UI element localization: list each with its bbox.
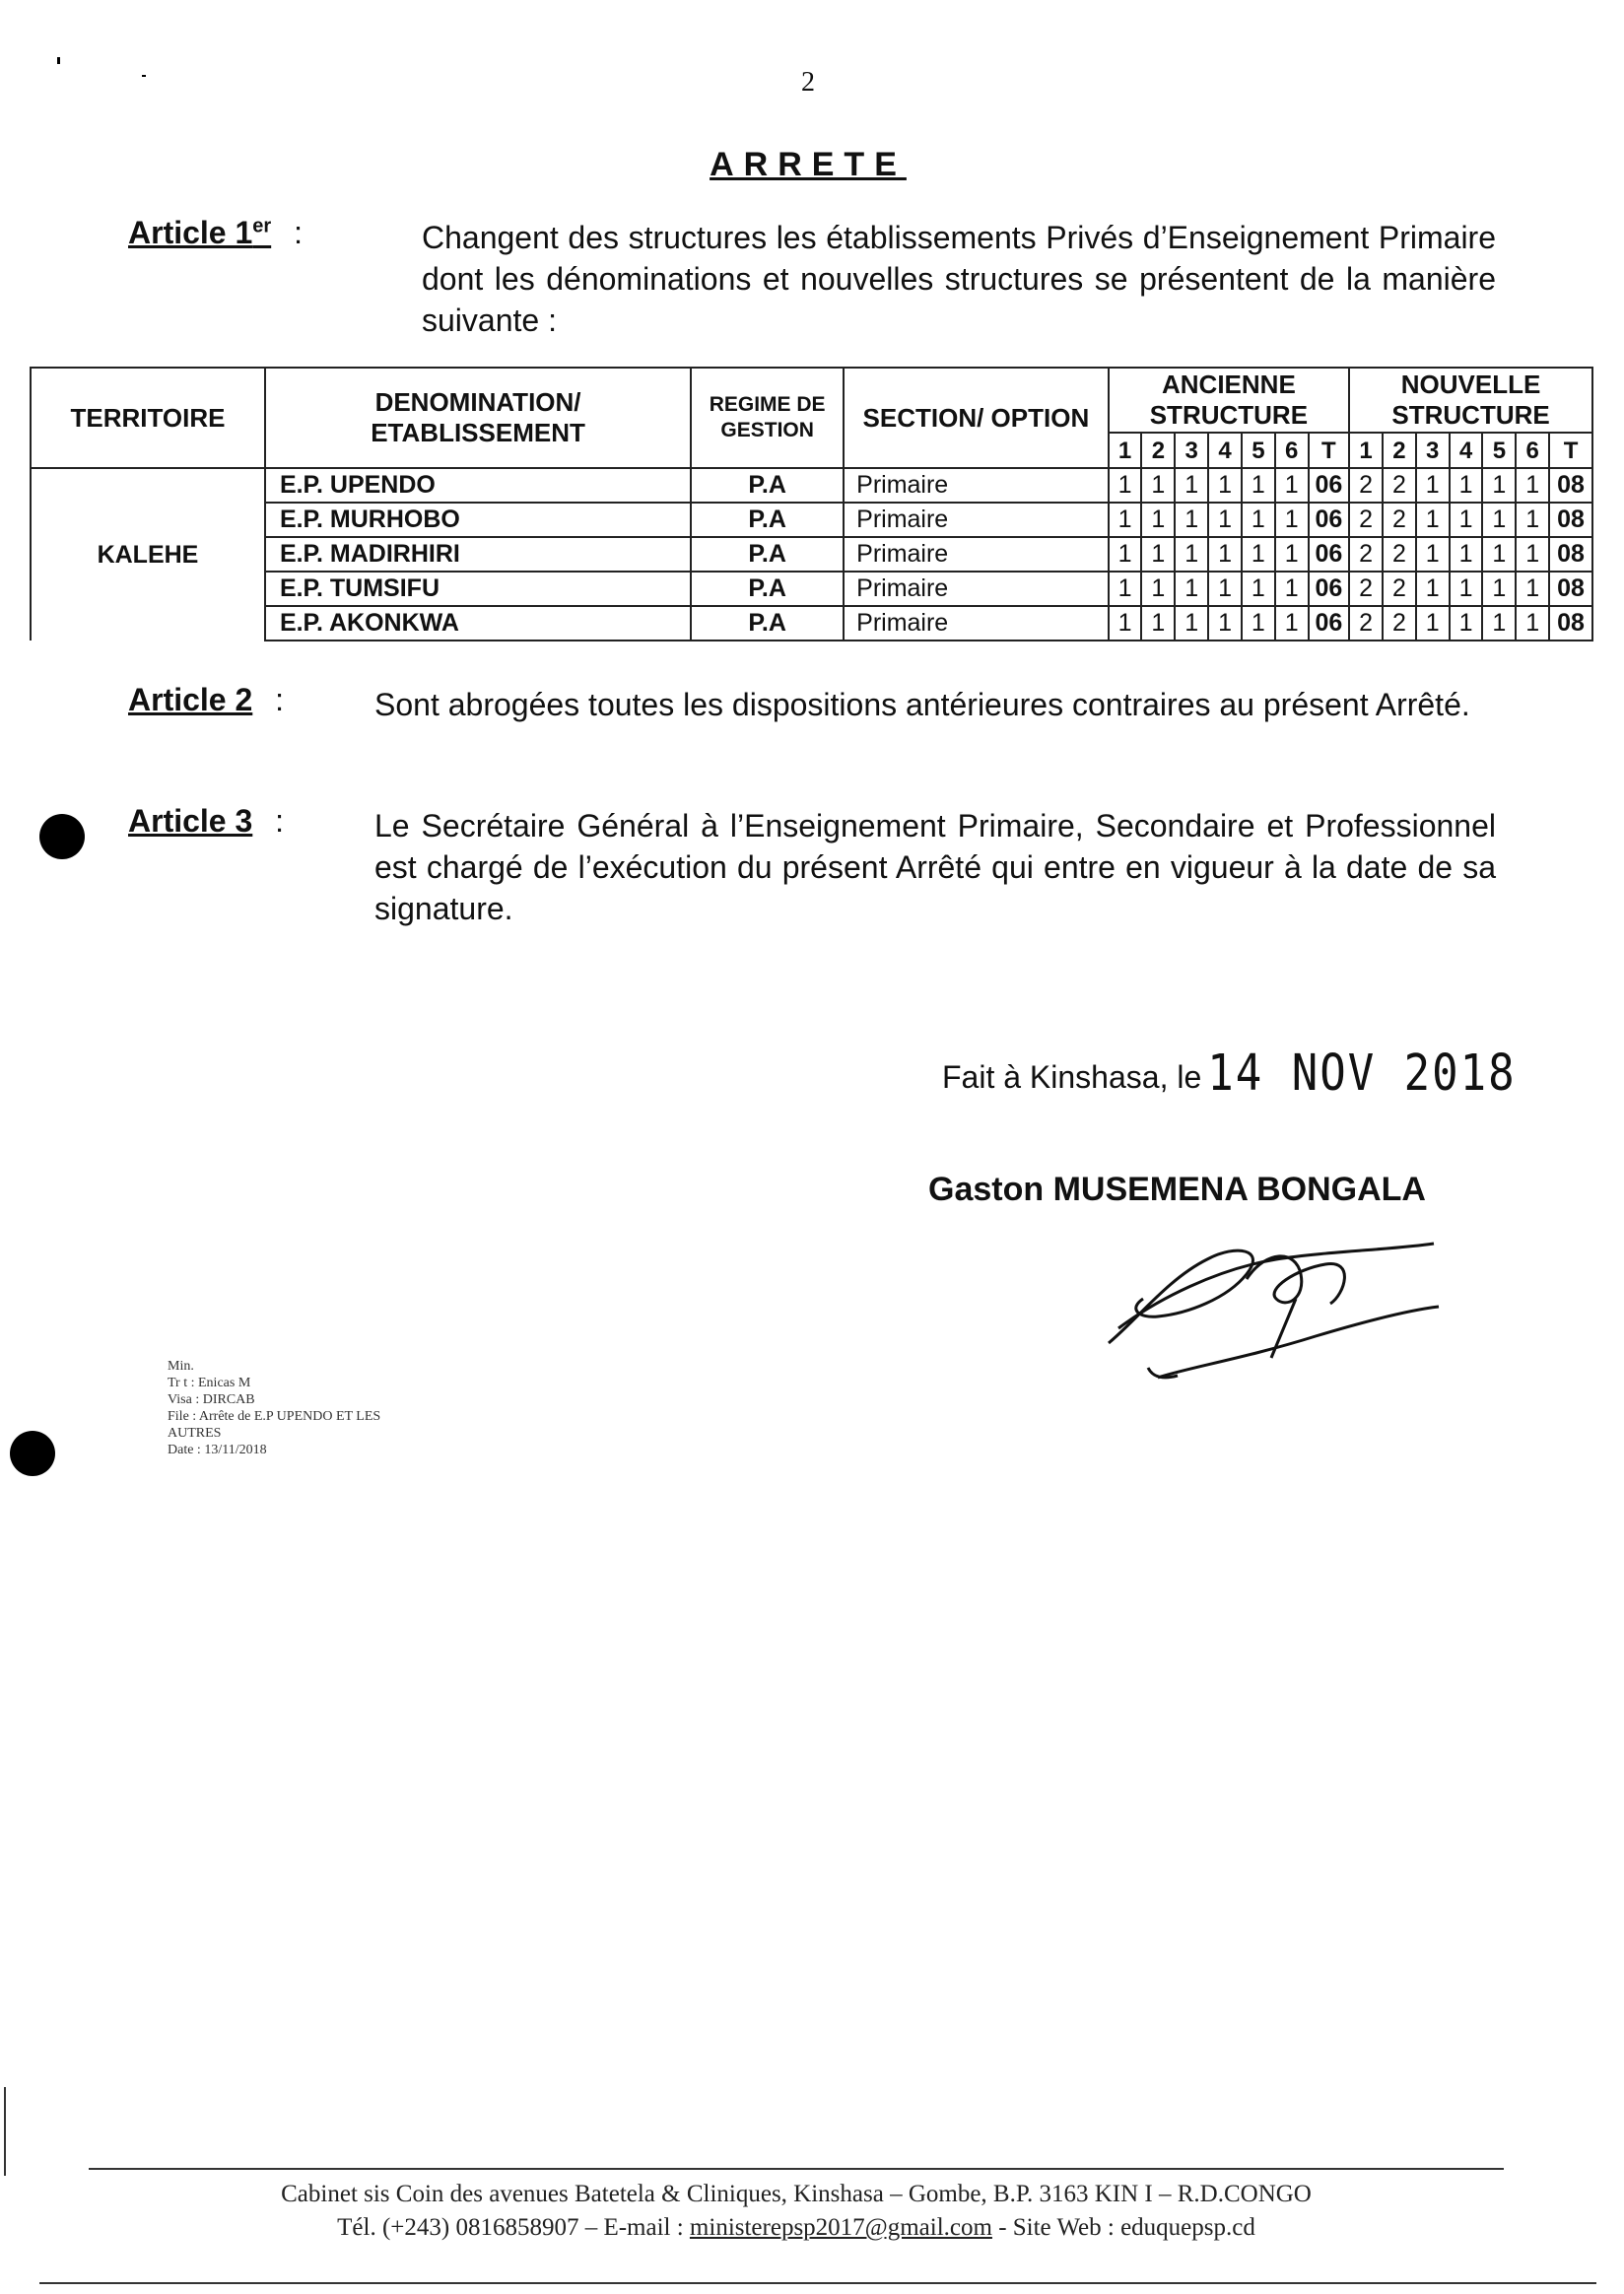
section-cell: Primaire — [844, 572, 1109, 606]
footer-contact — [89, 2211, 1504, 2245]
ancienne-structure-cell: 1 — [1141, 468, 1175, 503]
nouvelle-structure-cell: 1 — [1450, 572, 1483, 606]
ancienne-structure-cell: 06 — [1309, 606, 1350, 641]
header-denomination: DENOMINATION/ ETABLISSEMENT — [265, 368, 691, 468]
regime-cell: P.A — [691, 503, 844, 537]
ancienne-structure-cell: 1 — [1275, 537, 1309, 572]
establishment-name-cell: E.P. AKONKWA — [265, 606, 691, 641]
article-3-text: Le Secrétaire Général à l’Enseignement Primaire, Secondaire et Professionnel est chargé de l’exécution du présent Arrêté qui entre en vigueur à la date de sa signature. — [374, 808, 1496, 926]
nouvelle-structure-cell: 1 — [1516, 503, 1549, 537]
header-regime: REGIME DE GESTION — [691, 368, 844, 468]
ancienne-structure-cell: 1 — [1175, 468, 1208, 503]
memo-block — [168, 1358, 380, 1458]
ancienne-structure-cell: 1 — [1242, 468, 1275, 503]
footer-address: Cabinet sis Coin des avenues Batetela & Cliniques, Kinshasa – Gombe, B.P. 3163 KIN I – R.D.CONGO — [281, 2181, 1312, 2207]
memo-line: Visa : DIRCAB — [168, 1392, 255, 1407]
ancienne-structure-cell: 1 — [1109, 503, 1142, 537]
nouvelle-structure-cell: 2 — [1349, 503, 1383, 537]
ancienne-structure-cell: 1 — [1242, 606, 1275, 641]
header-ancienne-col: 5 — [1242, 433, 1275, 468]
nouvelle-structure-cell: 1 — [1450, 606, 1483, 641]
nouvelle-structure-cell: 1 — [1516, 537, 1549, 572]
nouvelle-structure-cell: 2 — [1383, 606, 1416, 641]
header-ancienne-col: 2 — [1141, 433, 1175, 468]
nouvelle-structure-cell: 08 — [1549, 468, 1592, 503]
ancienne-structure-cell: 06 — [1309, 468, 1350, 503]
structure-table — [30, 367, 1593, 641]
nouvelle-structure-cell: 2 — [1349, 468, 1383, 503]
nouvelle-structure-cell: 1 — [1450, 503, 1483, 537]
ancienne-structure-cell: 1 — [1208, 537, 1242, 572]
nouvelle-structure-cell: 1 — [1516, 572, 1549, 606]
bottom-rule — [39, 2282, 1596, 2284]
memo-line: Min. — [168, 1359, 194, 1374]
nouvelle-structure-cell: 1 — [1416, 572, 1450, 606]
article-1-label-text: Article 1 — [128, 215, 253, 250]
ancienne-structure-cell: 1 — [1109, 537, 1142, 572]
header-ancienne-col: 6 — [1275, 433, 1309, 468]
article-1-text: Changent des structures les établissements Privés d’Enseignement Primaire dont les dénominations et nouvelles structures se présentent de la manière suivante : — [422, 220, 1496, 338]
memo-line: File : Arrête de E.P UPENDO ET LES — [168, 1409, 381, 1424]
article-3-label-text: Article 3 — [128, 803, 253, 839]
footer-tel: Tél. (+243) 0816858907 – E-mail : — [337, 2214, 690, 2241]
table-row — [31, 572, 1592, 606]
article-3-label — [128, 803, 284, 840]
ancienne-structure-cell: 1 — [1175, 606, 1208, 641]
article-1-colon: : — [294, 215, 303, 250]
ancienne-structure-cell: 1 — [1109, 468, 1142, 503]
ancienne-structure-cell: 1 — [1208, 503, 1242, 537]
regime-cell: P.A — [691, 537, 844, 572]
nouvelle-structure-cell: 08 — [1549, 606, 1592, 641]
establishment-name-cell: E.P. TUMSIFU — [265, 572, 691, 606]
header-nouvelle-col: 1 — [1349, 433, 1383, 468]
establishment-name-cell: E.P. MURHOBO — [265, 503, 691, 537]
ancienne-structure-cell: 1 — [1141, 572, 1175, 606]
header-nouvelle-structure: NOUVELLE STRUCTURE — [1349, 368, 1592, 433]
ancienne-structure-cell: 1 — [1141, 537, 1175, 572]
page-number: 2 — [801, 67, 815, 98]
header-nouvelle-col: T — [1549, 433, 1592, 468]
ancienne-structure-cell: 1 — [1242, 503, 1275, 537]
nouvelle-structure-cell: 08 — [1549, 572, 1592, 606]
ancienne-structure-cell: 1 — [1109, 572, 1142, 606]
nouvelle-structure-cell: 1 — [1416, 606, 1450, 641]
footer-site: - Site Web : eduquepsp.cd — [991, 2214, 1255, 2241]
ancienne-structure-cell: 1 — [1242, 572, 1275, 606]
place-and-date — [942, 1045, 1517, 1103]
nouvelle-structure-cell: 2 — [1349, 606, 1383, 641]
nouvelle-structure-cell: 1 — [1450, 537, 1483, 572]
ancienne-structure-cell: 1 — [1175, 572, 1208, 606]
memo-line: Date : 13/11/2018 — [168, 1443, 267, 1457]
memo-line: AUTRES — [168, 1426, 222, 1441]
nouvelle-structure-cell: 1 — [1516, 606, 1549, 641]
header-nouvelle-col: 6 — [1516, 433, 1549, 468]
nouvelle-structure-cell: 2 — [1383, 537, 1416, 572]
nouvelle-structure-cell: 1 — [1482, 537, 1516, 572]
signature-graphic — [1099, 1220, 1454, 1387]
territoire-cell: KALEHE — [31, 468, 265, 641]
regime-cell: P.A — [691, 606, 844, 641]
article-2-label-text: Article 2 — [128, 682, 253, 717]
nouvelle-structure-cell: 1 — [1482, 606, 1516, 641]
establishment-name-cell: E.P. MADIRHIRI — [265, 537, 691, 572]
header-territoire: TERRITOIRE — [31, 368, 265, 468]
table-row — [31, 606, 1592, 641]
nouvelle-structure-cell: 2 — [1383, 572, 1416, 606]
footer-rule — [89, 2168, 1504, 2170]
header-nouvelle-col: 2 — [1383, 433, 1416, 468]
nouvelle-structure-cell: 08 — [1549, 503, 1592, 537]
punch-hole-mark — [39, 814, 85, 859]
nouvelle-structure-cell: 2 — [1383, 503, 1416, 537]
header-ancienne-col: 1 — [1109, 433, 1142, 468]
header-nouvelle-col: 4 — [1450, 433, 1483, 468]
footer — [89, 2178, 1504, 2245]
document-title: ARRETE — [710, 146, 907, 183]
nouvelle-structure-cell: 1 — [1516, 468, 1549, 503]
scan-edge-mark — [4, 2087, 6, 2176]
regime-cell: P.A — [691, 572, 844, 606]
nouvelle-structure-cell: 1 — [1482, 572, 1516, 606]
ancienne-structure-cell: 1 — [1275, 468, 1309, 503]
ancienne-structure-cell: 1 — [1208, 468, 1242, 503]
ancienne-structure-cell: 1 — [1275, 503, 1309, 537]
date-stamp: 14 NOV 2018 — [1207, 1045, 1517, 1103]
establishment-name-cell: E.P. UPENDO — [265, 468, 691, 503]
ancienne-structure-cell: 1 — [1175, 537, 1208, 572]
ancienne-structure-cell: 06 — [1309, 503, 1350, 537]
memo-line: Tr t : Enicas M — [168, 1376, 251, 1390]
article-3-colon: : — [275, 803, 285, 839]
section-cell: Primaire — [844, 503, 1109, 537]
ancienne-structure-cell: 1 — [1141, 503, 1175, 537]
header-nouvelle-col: 3 — [1416, 433, 1450, 468]
article-1-label — [128, 215, 303, 251]
ancienne-structure-cell: 1 — [1141, 606, 1175, 641]
article-1-label-sup: er — [252, 215, 272, 237]
article-2-label — [128, 682, 284, 718]
table-row — [31, 468, 1592, 503]
scan-speck — [57, 57, 60, 64]
header-ancienne-col: 3 — [1175, 433, 1208, 468]
ancienne-structure-cell: 1 — [1208, 572, 1242, 606]
header-section: SECTION/ OPTION — [844, 368, 1109, 468]
section-cell: Primaire — [844, 606, 1109, 641]
nouvelle-structure-cell: 2 — [1349, 537, 1383, 572]
ancienne-structure-cell: 1 — [1109, 606, 1142, 641]
article-2-text: Sont abrogées toutes les dispositions antérieures contraires au présent Arrêté. — [374, 687, 1470, 722]
scan-speck — [142, 75, 146, 77]
section-cell: Primaire — [844, 537, 1109, 572]
header-ancienne-col: T — [1309, 433, 1350, 468]
nouvelle-structure-cell: 2 — [1383, 468, 1416, 503]
signatory-name: Gaston MUSEMENA BONGALA — [928, 1171, 1426, 1208]
ancienne-structure-cell: 1 — [1175, 503, 1208, 537]
header-nouvelle-col: 5 — [1482, 433, 1516, 468]
ancienne-structure-cell: 1 — [1242, 537, 1275, 572]
nouvelle-structure-cell: 1 — [1482, 503, 1516, 537]
footer-email-link[interactable]: ministerepsp2017@gmail.com — [689, 2214, 992, 2241]
structure-table-body — [31, 468, 1592, 641]
nouvelle-structure-cell: 2 — [1349, 572, 1383, 606]
nouvelle-structure-cell: 1 — [1416, 503, 1450, 537]
table-row — [31, 503, 1592, 537]
table-row — [31, 537, 1592, 572]
ancienne-structure-cell: 1 — [1275, 572, 1309, 606]
header-ancienne-structure: ANCIENNE STRUCTURE — [1109, 368, 1350, 433]
section-cell: Primaire — [844, 468, 1109, 503]
ancienne-structure-cell: 06 — [1309, 537, 1350, 572]
regime-cell: P.A — [691, 468, 844, 503]
place-text: Fait à Kinshasa, le — [942, 1059, 1202, 1095]
article-2-colon: : — [275, 682, 285, 717]
ancienne-structure-cell: 06 — [1309, 572, 1350, 606]
nouvelle-structure-cell: 08 — [1549, 537, 1592, 572]
punch-hole-mark — [10, 1431, 55, 1476]
ancienne-structure-cell: 1 — [1208, 606, 1242, 641]
header-ancienne-col: 4 — [1208, 433, 1242, 468]
nouvelle-structure-cell: 1 — [1482, 468, 1516, 503]
nouvelle-structure-cell: 1 — [1450, 468, 1483, 503]
nouvelle-structure-cell: 1 — [1416, 468, 1450, 503]
ancienne-structure-cell: 1 — [1275, 606, 1309, 641]
nouvelle-structure-cell: 1 — [1416, 537, 1450, 572]
